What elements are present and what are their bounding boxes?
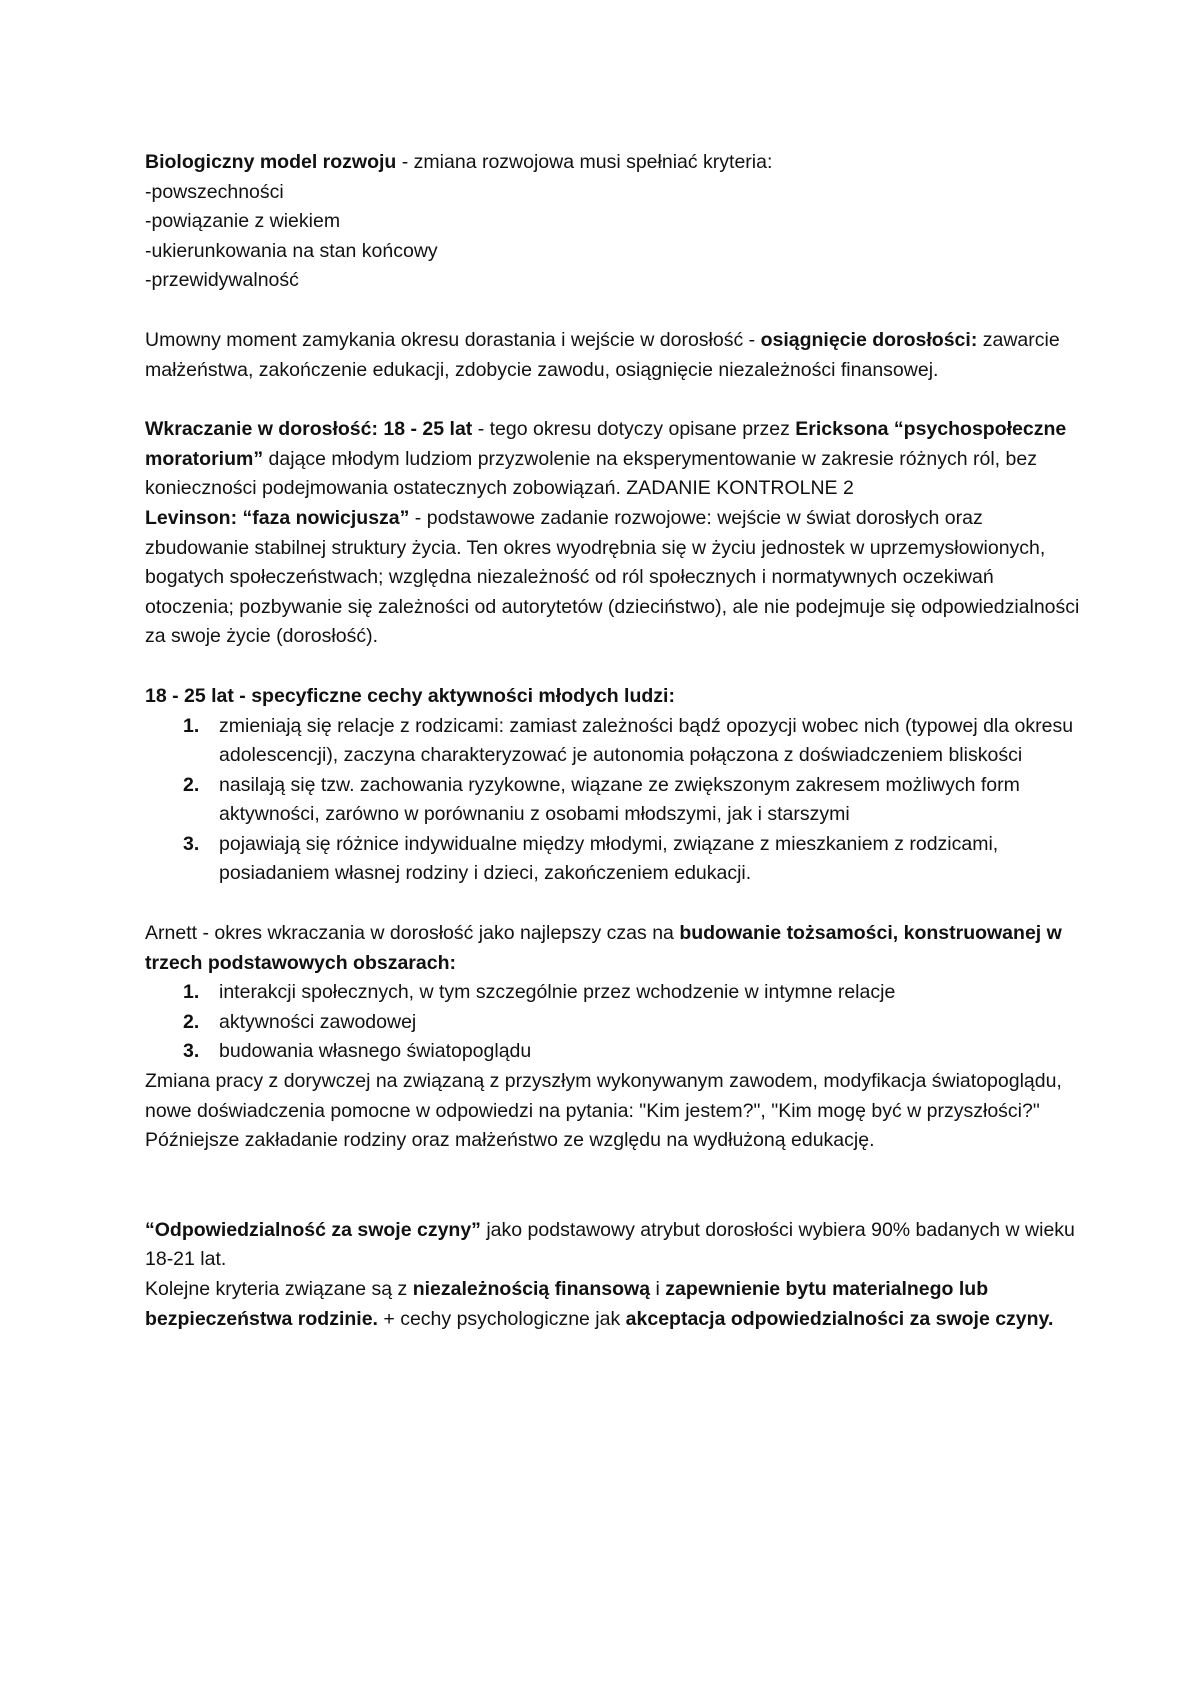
activity-features-heading: 18 - 25 lat - specyficzne cechy aktywności młodych ludzi: [145,684,675,707]
arnett-paragraph: Arnett - okres wkraczania w dorosłość jako najlepszy czas na budowanie tożsamości, konstruowanej w trzech podstawowych obszarach: [145,922,1062,974]
criteria-paragraph: Kolejne kryteria związane są z niezależnością finansową i zapewnienie bytu materialnego lub bezpieczeństwa rodzinie. + cechy psychologiczne jak akceptacja odpowiedzialności za swoje czyny. [145,1278,1054,1330]
criteria-item: -powszechności [145,180,284,203]
list-item: 2. aktywności zawodowej [183,1010,417,1033]
emerging-adulthood-paragraph: Wkraczanie w dorosłość: 18 - 25 lat - tego okresu dotyczy opisane przez Ericksona “psychospołeczne moratorium” dające młodym ludziom przyzwolenie na eksperymentowanie w zakresie różnych ról, bez konieczności podejmowania ostatecznych zobowiązań. ZADANIE KONTROLNE 2 [145,418,1067,500]
list-item: 2. nasilają się tzw. zachowania ryzykowne, wiązane ze zwiększonym zakresem możliwych form aktywności, zarówno w porównaniu z osobami młodszymi, jak i starszymi [183,773,1020,826]
work-change-paragraph: Zmiana pracy z dorywczej na związaną z przyszłym wykonywanym zawodem, modyfikacja światopoglądu, nowe doświadczenia pomocne w odpowiedzi na pytania: "Kim jestem?", "Kim mogę być w przyszłości?" [145,1070,1062,1122]
identity-areas-list [145,978,1080,1067]
activity-features-list [145,712,1080,890]
later-family-paragraph: Późniejsze zakładanie rodziny oraz małżeństwo ze względu na wydłużoną edukację. [145,1129,875,1152]
biological-model-heading: Biologiczny model rozwoju - zmiana rozwojowa musi spełniać kryteria: [145,151,773,173]
criteria-item: -powiązanie z wiekiem [145,210,341,233]
levinson-paragraph: Levinson: “faza nowicjusza” - podstawowe zadanie rozwojowe: wejście w świat dorosłych oraz zbudowanie stabilnej struktury życia. Ten okres wyodrębnia się w życiu jednostek w uprzemysłowionych, bogatych społeczeństwach; względna niezależność od ról społecznych i normatywnych oczekiwań otoczenia; pozbywanie się zależności od autorytetów (dzieciństwo), ale nie podejmuje się odpowiedzialności za swoje życie (dorosłość). [145,506,1080,648]
list-item: 3. pojawiają się różnice indywidualne między młodymi, związane z mieszkaniem z rodzicami, posiadaniem własnej rodziny i dzieci, zakończeniem edukacji. [183,832,999,885]
criteria-item: -przewidywalność [145,269,299,292]
list-item: 3. budowania własnego światopoglądu [183,1040,532,1063]
criteria-item: -ukierunkowania na stan końcowy [145,239,438,262]
responsibility-paragraph: “Odpowiedzialność za swoje czyny” jako podstawowy atrybut dorosłości wybiera 90% badanych w wieku 18-21 lat. [145,1218,1075,1271]
list-item: 1. zmieniają się relacje z rodzicami: zamiast zależności bądź opozycji wobec nich (typowej dla okresu adolescencji), zaczyna charakteryzować je autonomia połączona z doświadczeniem bliskości [183,714,1074,767]
list-item: 1. interakcji społecznych, w tym szczególnie przez wchodzenie w intymne relacje [183,981,896,1004]
adulthood-moment-paragraph: Umowny moment zamykania okresu dorastania i wejście w dorosłość - osiągnięcie dorosłości: zawarcie małżeństwa, zakończenie edukacji, zdobycie zawodu, osiągnięcie niezależności finansowej. [145,328,1060,381]
